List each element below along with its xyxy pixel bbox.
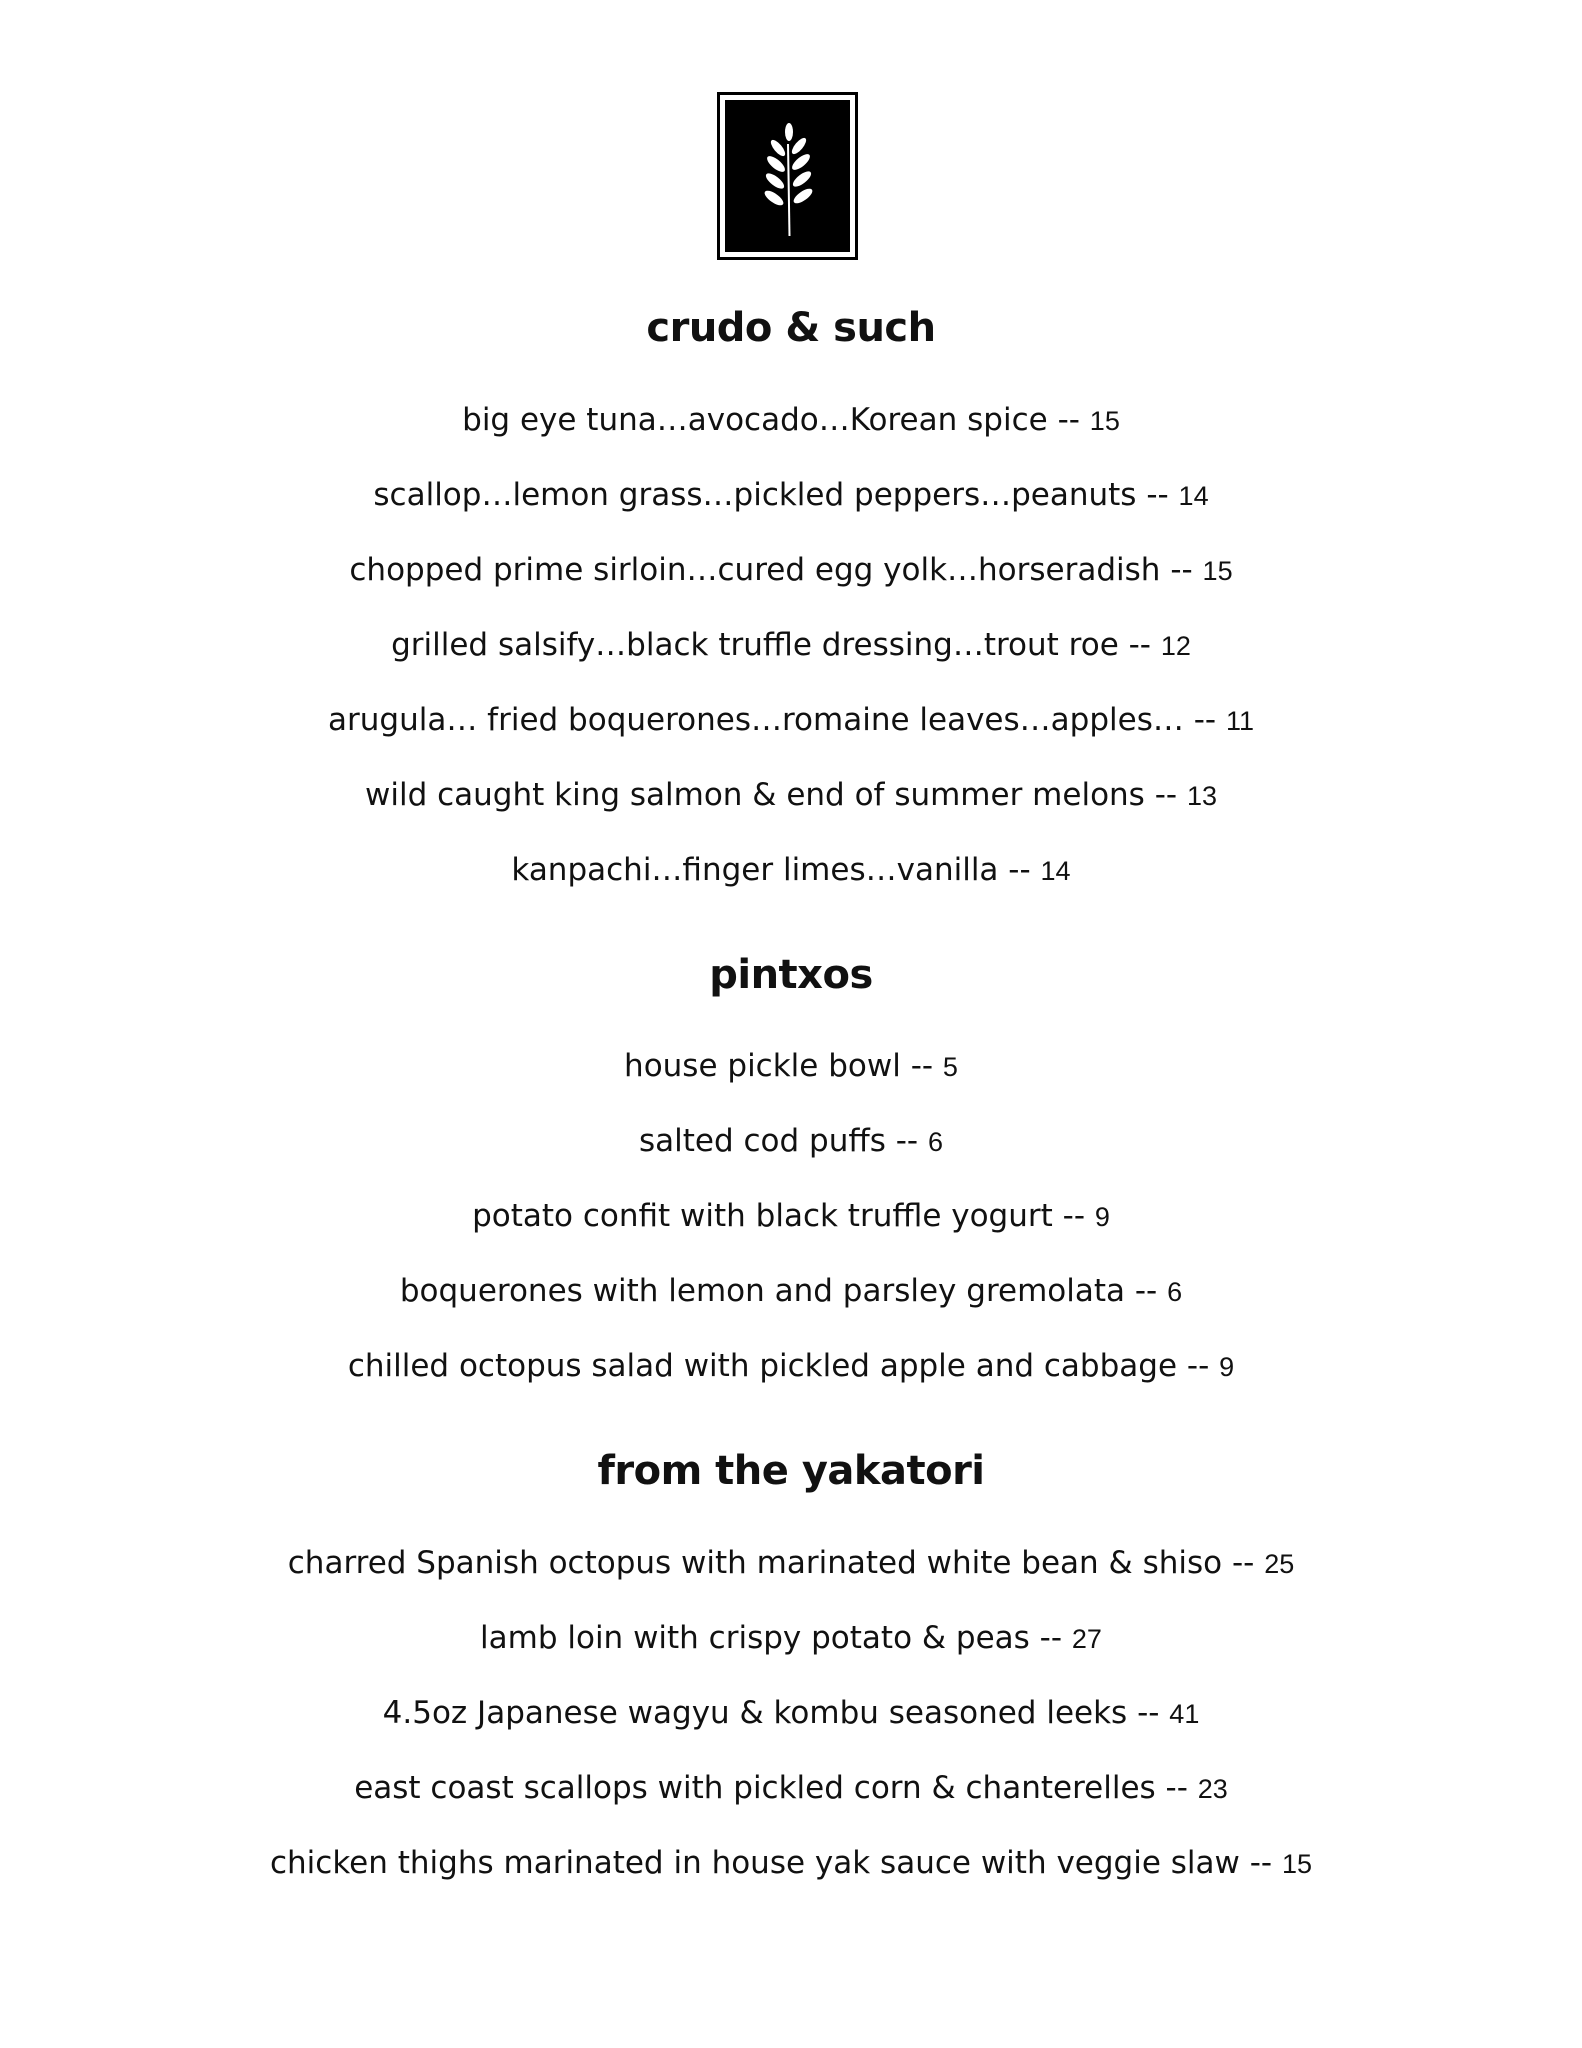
menu-item-name: grilled salsify…black truffle dressing…trout roe — [391, 627, 1119, 663]
menu-item-name: big eye tuna…avocado…Korean spice — [462, 402, 1048, 438]
menu-item-price: 27 — [1071, 1624, 1102, 1654]
menu-item-price: 14 — [1178, 481, 1209, 511]
menu-item-name: 4.5oz Japanese wagyu & kombu seasoned leeks — [382, 1695, 1128, 1731]
menu-item-price: 13 — [1186, 781, 1217, 811]
menu-item: chopped prime sirloin…cured egg yolk…horseradish -- 15 — [349, 552, 1233, 588]
menu-item-name: wild caught king salmon & end of summer melons — [365, 777, 1145, 813]
menu-item-price: 14 — [1040, 856, 1071, 886]
menu-item-name: chilled octopus salad with pickled apple and cabbage — [347, 1348, 1178, 1384]
menu-item: scallop…lemon grass…pickled peppers…peanuts -- 14 — [373, 477, 1209, 513]
menu-item-name: charred Spanish octopus with marinated white bean & shiso — [287, 1545, 1223, 1581]
section-title-yakatori: from the yakatori — [597, 1448, 985, 1494]
menu-item-name: lamb loin with crispy potato & peas — [480, 1620, 1030, 1656]
menu-item: charred Spanish octopus with marinated white bean & shiso -- 25 — [287, 1545, 1295, 1581]
menu-item-price: 5 — [942, 1052, 958, 1082]
menu-item: east coast scallops with pickled corn & chanterelles -- 23 — [354, 1770, 1228, 1806]
menu-item-price: 15 — [1202, 556, 1233, 586]
menu-item-price: 25 — [1264, 1549, 1295, 1579]
menu-item-name: boquerones with lemon and parsley gremolata — [399, 1273, 1125, 1309]
menu-item-name: east coast scallops with pickled corn & chanterelles — [354, 1770, 1156, 1806]
section-title-pintxos: pintxos — [709, 952, 873, 998]
menu-item: chicken thighs marinated in house yak sauce with veggie slaw -- 15 — [269, 1845, 1313, 1881]
menu-item: big eye tuna…avocado…Korean spice -- 15 — [462, 402, 1120, 438]
menu-item-price: 15 — [1089, 406, 1120, 436]
menu-item-price: 23 — [1197, 1774, 1228, 1804]
menu-item-name: arugula… fried boquerones…romaine leaves…apples… — [328, 702, 1184, 738]
menu-item: grilled salsify…black truffle dressing…trout roe -- 12 — [391, 627, 1191, 663]
menu-item: lamb loin with crispy potato & peas -- 27 — [480, 1620, 1102, 1656]
menu-item: kanpachi…finger limes…vanilla -- 14 — [511, 852, 1071, 888]
menu-item-name: chopped prime sirloin…cured egg yolk…horseradish — [349, 552, 1161, 588]
menu-item-name: kanpachi…finger limes…vanilla — [511, 852, 999, 888]
menu-item: house pickle bowl -- 5 — [624, 1048, 958, 1084]
menu-item: salted cod puffs -- 6 — [638, 1123, 944, 1159]
wheat-sprig-icon — [756, 114, 820, 238]
menu-item-price: 12 — [1160, 631, 1191, 661]
menu-item: wild caught king salmon & end of summer melons -- 13 — [365, 777, 1217, 813]
menu-item-name: potato confit with black truffle yogurt — [472, 1198, 1053, 1234]
menu-item-price: 6 — [1167, 1277, 1183, 1307]
menu-item-name: chicken thighs marinated in house yak sauce with veggie slaw — [269, 1845, 1240, 1881]
menu-item-price: 9 — [1219, 1352, 1235, 1382]
menu-item-name: house pickle bowl — [624, 1048, 901, 1084]
menu-item-name: scallop…lemon grass…pickled peppers…peanuts — [373, 477, 1137, 513]
menu-item: chilled octopus salad with pickled apple and cabbage -- 9 — [347, 1348, 1235, 1384]
menu-item-price: 41 — [1169, 1699, 1200, 1729]
menu-item-price: 15 — [1281, 1849, 1313, 1879]
restaurant-logo — [717, 92, 858, 260]
logo-background — [725, 100, 850, 252]
menu-item-price: 9 — [1094, 1202, 1110, 1232]
section-title-crudo: crudo & such — [646, 305, 936, 351]
menu-item-price: 11 — [1225, 706, 1254, 736]
menu-item-name: salted cod puffs — [638, 1123, 886, 1159]
menu-item-price: 6 — [927, 1127, 944, 1157]
menu-item: arugula… fried boquerones…romaine leaves…apples… -- 11 — [328, 702, 1254, 738]
menu-item: potato confit with black truffle yogurt -- 9 — [472, 1198, 1110, 1234]
menu-item: boquerones with lemon and parsley gremolata -- 6 — [399, 1273, 1183, 1309]
menu-item: 4.5oz Japanese wagyu & kombu seasoned leeks -- 41 — [382, 1695, 1200, 1731]
